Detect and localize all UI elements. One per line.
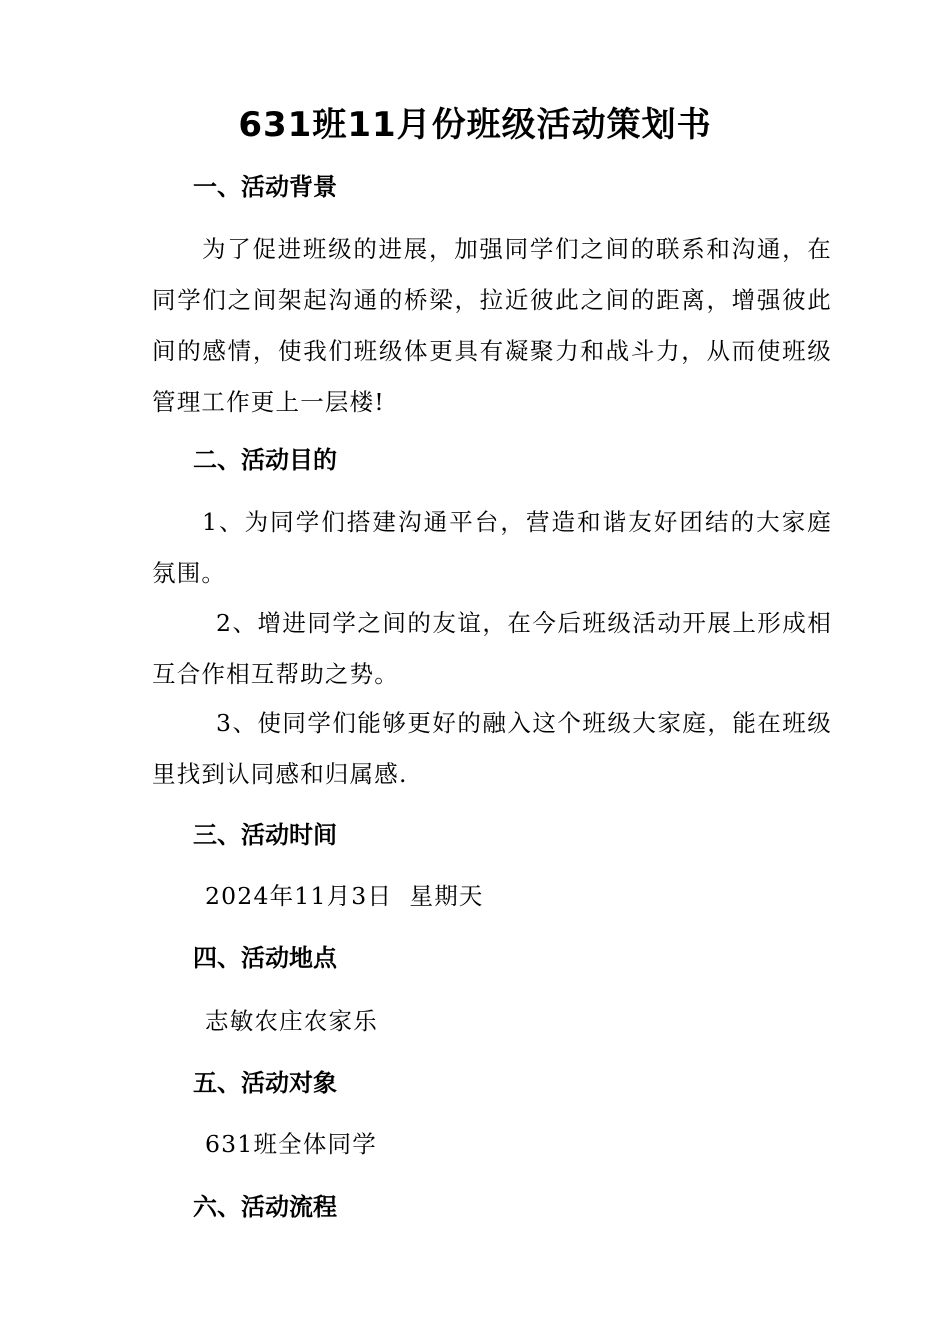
activity-participants-text: 631班全体同学 (205, 1130, 377, 1158)
section-heading-participants: 五、活动对象 (193, 1069, 337, 1097)
section-heading-location: 四、活动地点 (193, 944, 337, 972)
purpose-item-2: 2、增进同学之间的友谊，在今后班级活动开展上形成相互合作相互帮助之势。 (152, 609, 832, 688)
section-heading-purpose: 二、活动目的 (193, 446, 337, 474)
activity-location-text: 志敏农庄农家乐 (205, 1007, 378, 1035)
section-heading-background: 一、活动背景 (193, 173, 337, 201)
document-title: 631班11月份班级活动策划书 (238, 105, 712, 145)
section-heading-time: 三、活动时间 (193, 821, 337, 849)
purpose-item-1: 1、为同学们搭建沟通平台，营造和谐友好团结的大家庭氛围。 (152, 508, 832, 587)
background-paragraph: 为了促进班级的进展，加强同学们之间的联系和沟通，在同学们之间架起沟通的桥梁，拉近彼此之间的距离，增强彼此间的感情，使我们班级体更具有凝聚力和战斗力，从而使班级管理工作更上一层楼! (152, 235, 832, 416)
purpose-item-3: 3、使同学们能够更好的融入这个班级大家庭，能在班级里找到认同感和归属感. (152, 709, 832, 788)
section-heading-process: 六、活动流程 (193, 1193, 337, 1221)
activity-time-text: 2024年11月3日 星期天 (205, 882, 484, 910)
